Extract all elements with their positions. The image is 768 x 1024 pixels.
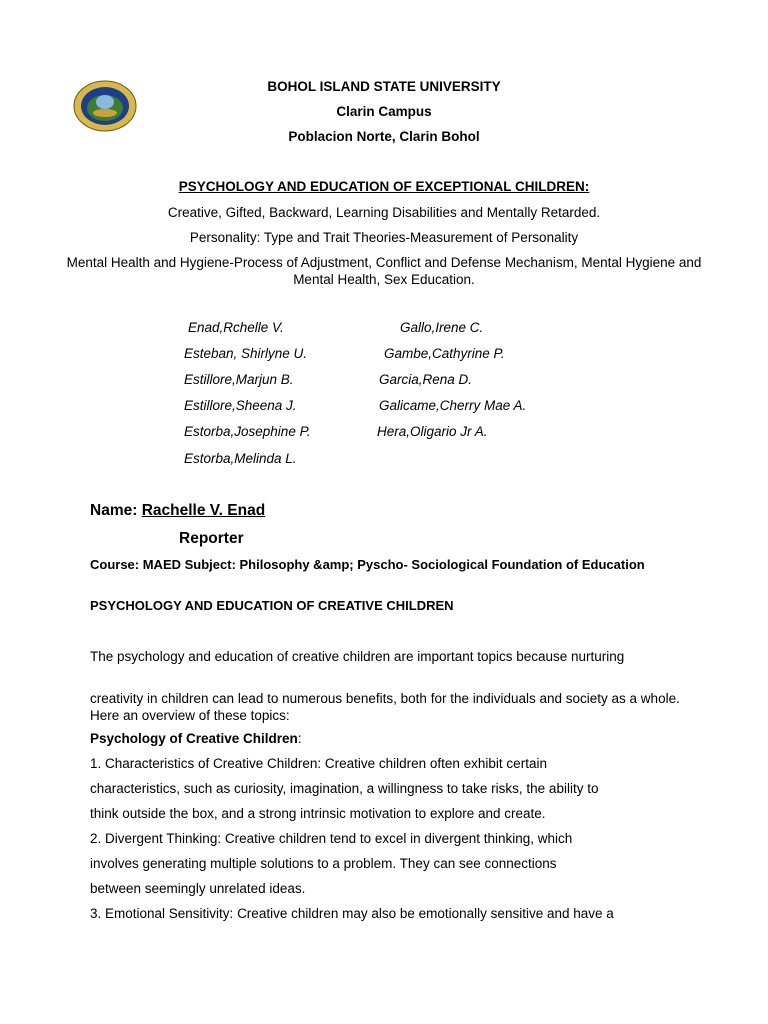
member-left-1: Enad,Rchelle V. [188,320,284,335]
intro-paragraph-1: The psychology and education of creative children are important topics because nurturing [90,649,625,664]
reporter-name: Rachelle V. Enad [141,502,266,519]
body-line-5: involves generating multiple solutions to a problem. They can see connections [90,856,557,871]
member-left-6: Estorba,Melinda L. [184,451,297,466]
member-right-2: Gambe,Cathyrine P. [384,346,505,361]
topic-line-3: Mental Health and Hygiene-Process of Adjustment, Conflict and Defense Mechanism, Mental Hygiene and Mental Health, Sex Education. [66,255,702,287]
member-left-5: Estorba,Josephine P. [184,424,311,439]
reporter-role: Reporter [179,530,244,547]
sub-heading: Psychology of Creative Children [90,731,298,746]
body-line-3: think outside the box, and a strong intrinsic motivation to explore and create. [90,806,546,821]
topic-line-2: Personality: Type and Trait Theories-Measurement of Personality [189,230,579,245]
sub-heading-colon: : [297,731,302,746]
member-right-4: Galicame,Cherry Mae A. [379,398,527,413]
university-name: BOHOL ISLAND STATE UNIVERSITY [267,79,501,94]
body-line-7: 3. Emotional Sensitivity: Creative children may also be emotionally sensitive and have a [90,906,614,921]
member-left-4: Estillore,Sheena J. [184,398,297,413]
member-left-2: Esteban, Shirlyne U. [184,346,308,361]
body-line-1: 1. Characteristics of Creative Children: Creative children often exhibit certain [90,756,547,771]
topic-title: PSYCHOLOGY AND EDUCATION OF EXCEPTIONAL CHILDREN: [178,179,590,194]
member-right-5: Hera,Oligario Jr A. [377,424,488,439]
name-label: Name: [90,502,142,519]
reporter-name-line [90,502,265,520]
member-right-1: Gallo,Irene C. [400,320,484,335]
intro-paragraph-2: creativity in children can lead to numerous benefits, both for the individuals and society as a whole. Here an overview of these topics: [90,691,680,723]
body-line-2: characteristics, such as curiosity, imagination, a willingness to take risks, the ability to [90,781,599,796]
campus-name: Clarin Campus [336,104,432,119]
topic-line-1: Creative, Gifted, Backward, Learning Disabilities and Mentally Retarded. [167,205,601,220]
course-line: Course: MAED Subject: Philosophy &amp; Pyscho- Sociological Foundation of Education [90,557,645,572]
body-line-6: between seemingly unrelated ideas. [90,881,306,896]
sub-heading-line [90,731,302,746]
member-left-3: Estillore,Marjun B. [184,372,294,387]
section-title: PSYCHOLOGY AND EDUCATION OF CREATIVE CHILDREN [90,598,454,613]
body-line-4: 2. Divergent Thinking: Creative children tend to excel in divergent thinking, which [90,831,573,846]
member-right-3: Garcia,Rena D. [379,372,473,387]
campus-address: Poblacion Norte, Clarin Bohol [288,129,480,144]
